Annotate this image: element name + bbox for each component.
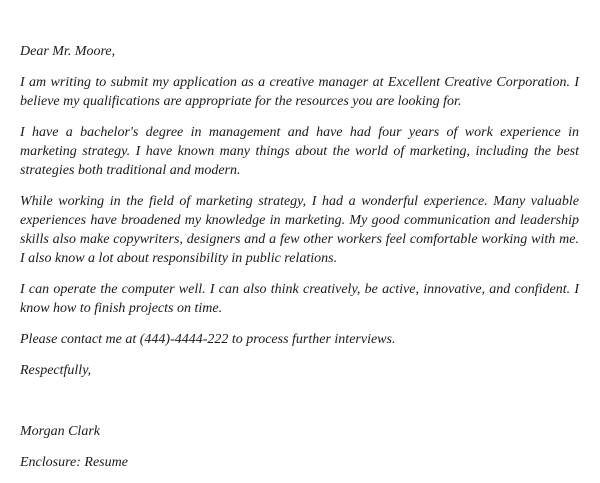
letter-greeting: Dear Mr. Moore, [20,44,116,59]
letter-paragraph-skills: I can operate the computer well. I can also think creatively, be active, innovative, and confident. I know how to finish projects on time. [20,282,579,316]
letter-signature: Morgan Clark [20,424,100,439]
letter-paragraph-intro: I am writing to submit my application as a creative manager at Excellent Creative Corporation. I believe my qualifications are appropriate for the resources you are looking for. [20,75,579,109]
letter-closing: Respectfully, [20,363,92,378]
cover-letter [20,42,579,472]
letter-enclosure: Enclosure: Resume [20,455,128,470]
letter-paragraph-education: I have a bachelor's degree in management and have had four years of work experience in marketing strategy. I have known many things about the world of marketing, including the best strategies both traditional and modern. [20,125,579,178]
letter-paragraph-contact: Please contact me at (444)-4444-222 to process further interviews. [20,332,396,347]
letter-paragraph-experience: While working in the field of marketing strategy, I had a wonderful experience. Many valuable experiences have broadened my knowledge in marketing. My good communication and leadership skills also make copywriters, designers and a few other workers feel comfortable working with me. I also know a lot about responsibility in public relations. [20,194,579,266]
